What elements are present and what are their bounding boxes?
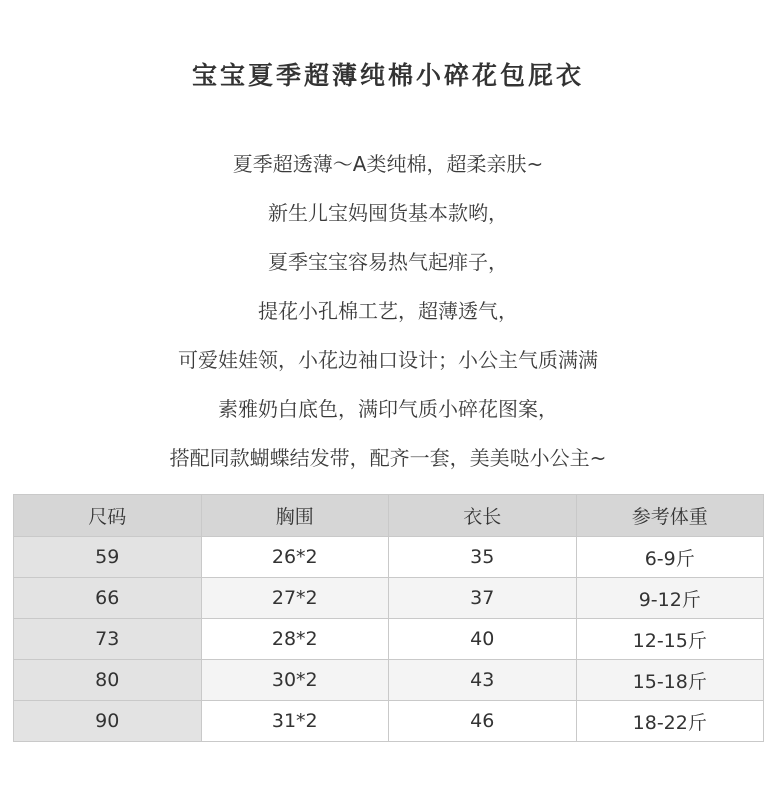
cell-chest: 27*2 <box>201 578 389 619</box>
header-weight: 参考体重 <box>576 495 764 537</box>
cell-size: 59 <box>14 537 202 578</box>
cell-length: 35 <box>389 537 577 578</box>
product-description <box>0 140 776 483</box>
description-line: 可爱娃娃领，小花边袖口设计；小公主气质满满 <box>178 348 598 372</box>
cell-length: 37 <box>389 578 577 619</box>
table-row <box>14 537 764 578</box>
cell-chest: 30*2 <box>201 660 389 701</box>
header-length: 衣长 <box>389 495 577 537</box>
cell-weight: 9-12斤 <box>576 578 764 619</box>
cell-size: 73 <box>14 619 202 660</box>
cell-chest: 31*2 <box>201 701 389 742</box>
size-chart-table <box>13 494 764 742</box>
table-row <box>14 701 764 742</box>
cell-length: 43 <box>389 660 577 701</box>
cell-size: 80 <box>14 660 202 701</box>
cell-size: 90 <box>14 701 202 742</box>
cell-size: 66 <box>14 578 202 619</box>
description-line: 素雅奶白底色，满印气质小碎花图案， <box>218 397 558 421</box>
description-line: 夏季超透薄～A类纯棉，超柔亲肤~ <box>232 152 544 176</box>
cell-chest: 28*2 <box>201 619 389 660</box>
description-line: 搭配同款蝴蝶结发带，配齐一套，美美哒小公主~ <box>169 446 607 470</box>
table-row <box>14 619 764 660</box>
description-line: 新生儿宝妈囤货基本款哟， <box>268 201 508 225</box>
cell-length: 40 <box>389 619 577 660</box>
description-line: 夏季宝宝容易热气起痱子， <box>268 250 508 274</box>
cell-weight: 12-15斤 <box>576 619 764 660</box>
page-title: 宝宝夏季超薄纯棉小碎花包屁衣 <box>191 61 584 90</box>
description-line: 提花小孔棉工艺，超薄透气， <box>258 299 518 323</box>
cell-weight: 18-22斤 <box>576 701 764 742</box>
header-size: 尺码 <box>14 495 202 537</box>
table-row <box>14 660 764 701</box>
table-header-row <box>14 495 764 537</box>
cell-length: 46 <box>389 701 577 742</box>
cell-chest: 26*2 <box>201 537 389 578</box>
cell-weight: 6-9斤 <box>576 537 764 578</box>
cell-weight: 15-18斤 <box>576 660 764 701</box>
table-row <box>14 578 764 619</box>
header-chest: 胸围 <box>201 495 389 537</box>
